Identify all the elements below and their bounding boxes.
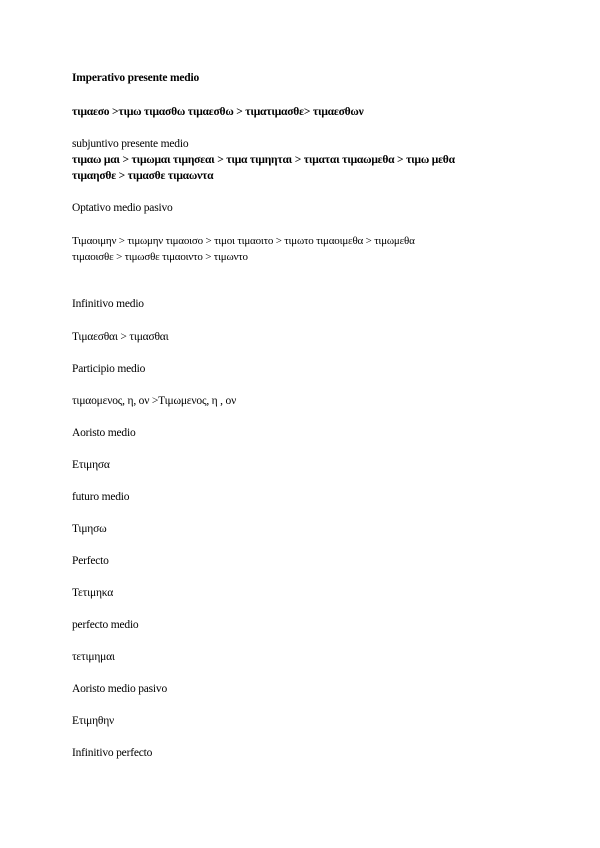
heading-perfecto: Perfecto [72, 555, 109, 567]
perfecto-form: Τετιμηκα [72, 587, 114, 599]
aoristo-medio-pasivo-form: Ετιμηθην [72, 715, 115, 727]
heading-aoristo-medio-pasivo: Aoristo medio pasivo [72, 683, 168, 695]
futuro-medio-form: Τιμησω [72, 523, 107, 535]
optativo-forms-line-1: Τιμαοιμην > τιμωμην τιμαοισο > τιμοι τιμαοιτο > τιμωτο τιμαοιμεθα > τιμωμεθα [72, 235, 415, 247]
imperativo-forms: τιμαεσο >τιμω τιμασθω τιμαεσθω > τιματιμασθε> τιμαεσθων [72, 106, 364, 118]
subjuntivo-forms-line-1: τιμαω μαι > τιμωμαι τιμησεαι > τιμα τιμηηται > τιμαται τιμαωμεθα > τιμω μεθα [72, 154, 455, 166]
aoristo-medio-form: Ετιμησα [72, 459, 110, 471]
heading-perfecto-medio: perfecto medio [72, 619, 139, 631]
perfecto-medio-form: τετιμημαι [72, 651, 115, 663]
participio-medio-form: τιμαομενος, η, ον >Τιμωμενος, η , ον [72, 395, 237, 407]
heading-infinitivo-perfecto: Infinitivo perfecto [72, 747, 153, 759]
heading-participio-medio: Participio medio [72, 363, 146, 375]
heading-aoristo-medio: Aoristo medio [72, 427, 136, 439]
heading-subjuntivo-presente-medio: subjuntivo presente medio [72, 138, 189, 150]
heading-infinitivo-medio: Infinitivo medio [72, 298, 144, 310]
optativo-forms-line-2: τιμαοισθε > τιμωσθε τιμαοιντο > τιμωντο [72, 251, 248, 263]
heading-futuro-medio: futuro medio [72, 491, 130, 503]
heading-imperativo-presente-medio: Imperativo presente medio [72, 72, 200, 84]
infinitivo-medio-form: Τιμαεσθαι > τιμασθαι [72, 331, 169, 343]
subjuntivo-forms-line-2: τιμαησθε > τιμασθε τιμαωντα [72, 170, 214, 182]
heading-optativo-medio-pasivo: Optativo medio pasivo [72, 202, 173, 214]
